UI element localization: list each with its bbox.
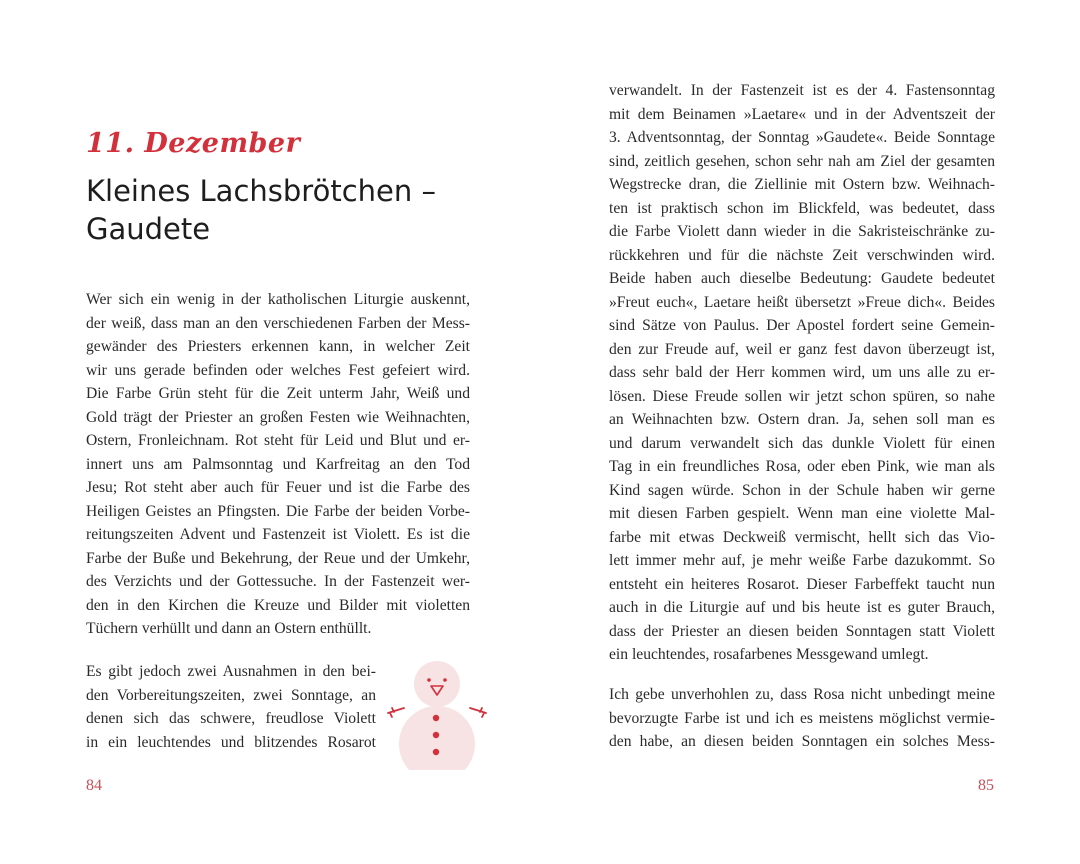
text-line: Ostern, Fronleichnam. Rot steht für Leid und Blut und er-: [86, 432, 470, 449]
text-line: Kind sagen würde. Schon in der Schule haben wir gerne: [609, 481, 995, 499]
text-line: sind, zeitlich gesehen, schon sehr nah am Ziel der gesamten: [609, 152, 995, 170]
text-line: den zur Freude auf, weil er ganz fest davon überzeugt ist,: [609, 340, 995, 358]
text-line: rückkehren und für die nächste Zeit verschwinden wird.: [609, 246, 995, 264]
text-line: ein leuchtendes, rosafarbenes Messgewand umlegt.: [609, 646, 929, 663]
text-line: Ich gebe unverhohlen zu, dass Rosa nicht unbedingt meine: [609, 686, 995, 703]
text-line: mit diesen Farben gespielt. Wenn man eine violette Mal-: [609, 505, 995, 522]
text-line: auch in die Liturgie auf und bis heute ist es guter Brauch,: [609, 599, 995, 616]
text-line: »Freut euch«, Laetare heißt übersetzt »Freue dich«. Beides: [609, 293, 995, 311]
page-number-left: 84: [86, 777, 102, 794]
text-line: Heiligen Geistes an Pfingsten. Die Farbe der beiden Vorbe-: [86, 502, 470, 520]
text-line: ten ist praktisch schon im Blickfeld, was bedeutet, dass: [609, 199, 995, 217]
text-line: lösen. Diese Freude sollen wir jetzt schon spüren, so nahe: [609, 387, 995, 405]
right-paragraph-1: [609, 79, 995, 667]
text-line: denen sich das schwere, freudlose Violett: [86, 710, 376, 727]
text-line: Beide haben auch dieselbe Bedeutung: Gaudete bedeutet: [609, 270, 995, 287]
snowman-icon: [382, 660, 492, 770]
text-line: farbe mit etwas Deckweiß vermischt, hellt sich das Vio-: [609, 528, 995, 546]
text-line: Jesu; Rot steht aber auch für Feuer und ist die Farbe des: [86, 479, 470, 496]
text-line: entsteht ein heiteres Rosarot. Dieser Farbeffekt taucht nun: [609, 575, 995, 593]
text-line: die Farbe Violett dann wieder in die Sakristeischränke zu-: [609, 223, 995, 240]
text-line: den in den Kirchen die Kreuze und Bilder mit violetten: [86, 596, 470, 614]
text-line: Farbe der Buße und Bekehrung, der Reue und der Umkehr,: [86, 549, 470, 567]
text-line: innert uns am Palmsonntag und Karfreitag an den Tod: [86, 455, 470, 473]
chapter-title-line: Gaudete: [86, 212, 211, 246]
text-line: reitungszeiten Advent und Fastenzeit ist Violett. Es ist die: [86, 526, 470, 543]
text-line: Wegstrecke dran, die Ziellinie mit Ostern bzw. Weihnach-: [609, 176, 995, 193]
text-line: Es gibt jedoch zwei Ausnahmen in den bei-: [86, 663, 376, 680]
text-line: dass sehr bald der Herr kommen wird, um uns alle zu er-: [609, 364, 995, 381]
text-line: des Verzichts und der Gottessuche. In der Fastenzeit wer-: [86, 573, 470, 590]
chapter-title: [86, 172, 436, 248]
text-line: in ein leuchtendes und blitzendes Rosarot: [86, 733, 376, 751]
text-line: lett immer mehr auf, je mehr weiße Farbe dazukommt. So: [609, 552, 995, 569]
right-paragraph-2: [609, 683, 995, 754]
text-line: an Weihnachten bzw. Ostern dran. Ja, sehen soll man es: [609, 411, 995, 428]
text-line: sind Sätze von Paulus. Der Apostel fordert seine Gemein-: [609, 317, 995, 334]
text-line: mit dem Beinamen »Laetare« und in der Adventszeit der: [609, 105, 995, 123]
left-paragraph-2: [86, 660, 376, 754]
text-line: Gold trägt der Priester an großen Festen wie Weihnachten,: [86, 408, 470, 426]
page-number-right: 85: [978, 777, 994, 794]
text-line: dass der Priester an diesen beiden Sonntagen statt Violett: [609, 622, 995, 640]
text-line: und darum verwandelt sich das dunkle Violett für einen: [609, 434, 995, 452]
text-line: Wer sich ein wenig in der katholischen Liturgie auskennt,: [86, 291, 470, 308]
text-line: Die Farbe Grün steht für die Zeit unterm Jahr, Weiß und: [86, 385, 470, 402]
text-line: der weiß, dass man an den verschiedenen Farben der Mess-: [86, 314, 470, 332]
text-line: Tüchern verhüllt und dann an Ostern enthüllt.: [86, 620, 372, 637]
right-page: [540, 0, 1080, 864]
text-line: den Vorbereitungszeiten, zwei Sonntage, an: [86, 686, 376, 704]
text-line: wir uns gerade befinden oder welches Fest gefeiert wird.: [86, 361, 470, 379]
date-heading: 11. Dezember: [86, 128, 301, 159]
text-line: verwandelt. In der Fastenzeit ist es der 4. Fastensonntag: [609, 82, 995, 99]
text-line: 3. Adventsonntag, der Sonntag »Gaudete«. Beide Sonntage: [609, 129, 995, 146]
text-line: gewänder des Priesters erkennen kann, in welcher Zeit: [86, 338, 470, 355]
text-line: Tag in ein freundliches Rosa, oder eben Pink, wie man als: [609, 458, 995, 475]
left-paragraph-1: [86, 288, 470, 641]
text-line: den habe, an diesen beiden Sonntagen ein solches Mess-: [609, 733, 995, 750]
chapter-title-line: Kleines Lachsbrötchen –: [86, 174, 436, 208]
text-line: bevorzugte Farbe ist und ich es meistens möglichst vermie-: [609, 709, 995, 727]
